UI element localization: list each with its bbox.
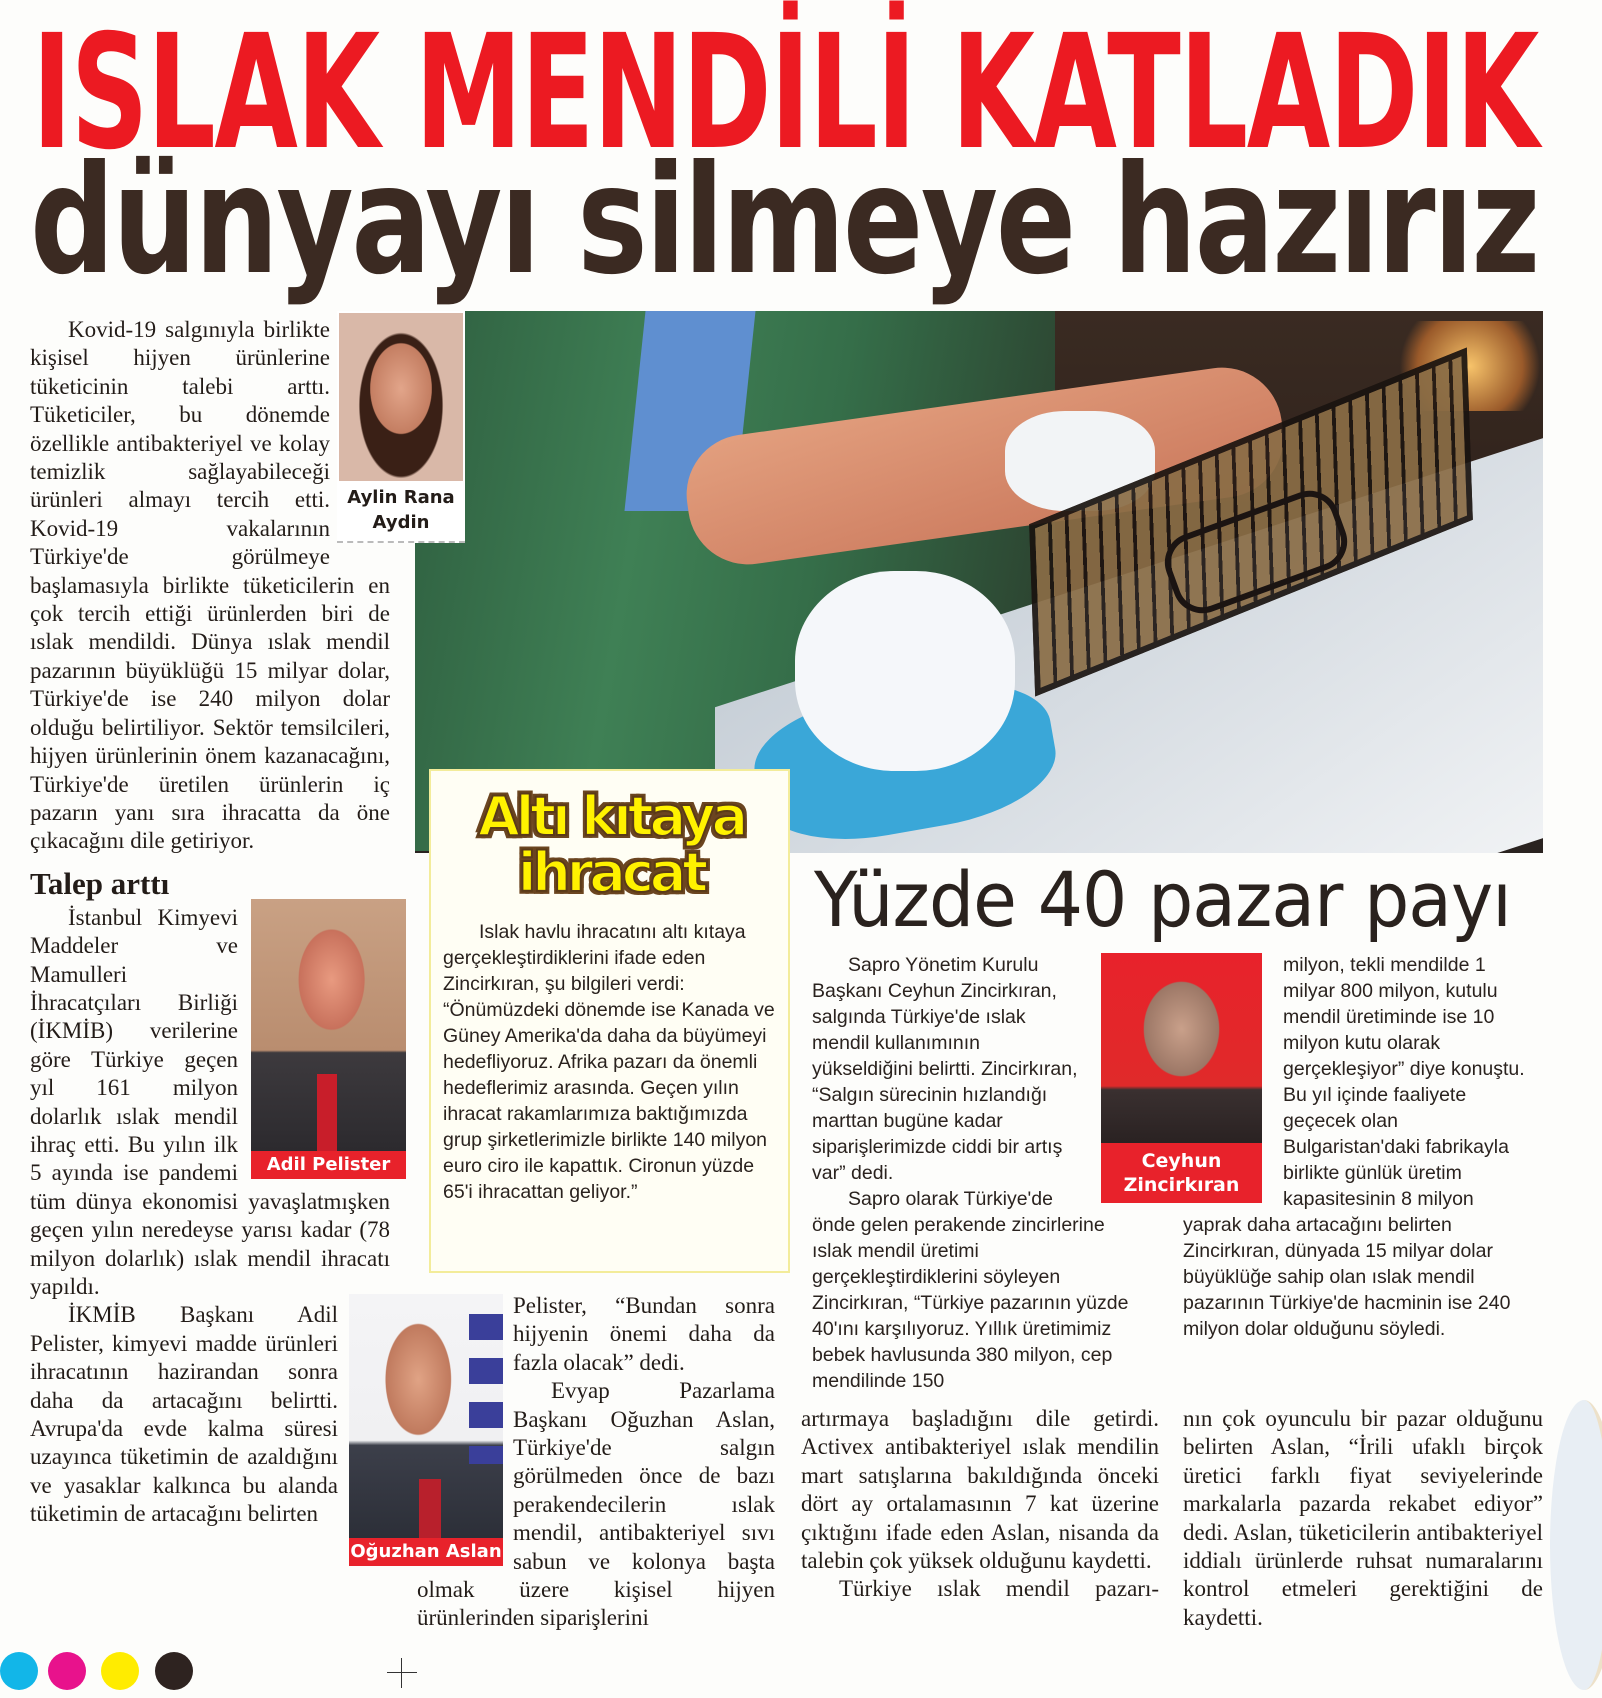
registration-dot-cyan	[0, 1652, 38, 1690]
sapro-paragraph-3: milyon, tekli mendilde 1 milyar 800 milyon, kutulu mendil üretiminde ise 10 milyon kutu olarak gerçekleşiyor” diye konuştu. Bu yıl içinde faaliyete geçecek olan Bulgaristan'daki fabrikayla birlikte günlük üretim kapasitesinin 8 milyon yaprak daha artacağını belirten Zincirkıran, dünyada 15 milyar dolar büyüklüğe sahip olan ıslak mendil pazarının Türkiye'de hacminin ise 240 milyon dolar olduğunu söyledi.	[1183, 954, 1525, 1340]
author-name-line2: Aydin	[372, 512, 430, 533]
column-4	[1183, 1405, 1543, 1632]
sapro-column-a	[812, 952, 1142, 1394]
sidebar-body	[443, 919, 777, 1205]
intro-paragraph: Kovid-19 salgınıyla birlikte kişisel hijyen ürünlerine tüketicinin talebi arttı. Tüketiciler, bu dönemde özellikle antibakteriyel ve kolay temizlik sağlayabileceği ürünleri almayı tercih etti. Kovid-19 vakalarının Türkiye'de görülmeye başlamasıyla birlikte tüketicilerin en çok tercih ettiği ürünlerden biri de ıslak mendildi. Dünya ıslak mendil pazarının büyüklüğü 15 milyar dolar, Türkiye'de ise 240 milyon dolar olduğu belirtiliyor. Sektör temsilcileri, hijyen ürünlerinin önem kazanacağını, Türkiye'de üretilen ürünlerin iç pazarın yanı sıra ihracatta da öne çıkacağını dile getiriyor.	[30, 317, 390, 854]
sidebar-title-line2: ihracat	[517, 841, 705, 904]
sidebar-box	[429, 769, 790, 1273]
caption-ceyhun-line2: Zincirkıran	[1123, 1174, 1240, 1196]
caption-adil-pelister: Adil Pelister	[251, 1151, 406, 1179]
paragraph-pelister: İKMİB Başkanı Adil Pelister, kimyevi madde ürünleri ihracatının hazirandan sonra daha da artacağını belirtti. Avrupa'da evde kalma süresi uzayınca tüketimin de azaldığını ve yasaklar kalkınca bu alanda tüketimin de artacağını belirten	[30, 1302, 338, 1527]
column-3	[801, 1405, 1159, 1604]
photo-wipe	[795, 571, 1015, 771]
paragraph-activex: artırmaya başladığını dile getirdi. Activex antibakteriyel ıslak mendilin mart satışlarına bakıldığında önceki dört ay ortalamasının 7 kat üzerine çıktığını ifade eden Aslan, nisanda da talebin çok yüksek olduğunu kaydetti.	[801, 1406, 1159, 1574]
sidebar-title-line1: Altı kıtaya	[477, 785, 745, 848]
sidebar-paragraph: Islak havlu ihracatını altı kıtaya gerçekleştirdiklerini ifade eden Zincirkıran, şu bilgileri verdi: “Önümüzdeki dönemde ise Kanada ve Güney Amerika'da daha da büyümeyi hedefliyoruz. Afrika pazarı da önemli hedeflerimiz arasında. Geçen yılın ihracat rakamlarımıza baktığımızda grup şirketlerimizle birlikte 140 milyon euro ciro ile kapattık. Cironun yüzde 65'i ihracattan geliyor.”	[443, 921, 775, 1203]
headline-main: ISLAK MENDİLİ KATLADIK	[32, 1, 1538, 185]
column-2	[417, 1292, 775, 1633]
registration-dot-yellow	[101, 1652, 139, 1690]
watermark-logo	[1550, 1400, 1602, 1690]
sapro-column-b	[1183, 952, 1528, 1342]
registration-dot-magenta	[48, 1652, 86, 1690]
subheading-talep-artti: Talep arttı	[30, 865, 170, 901]
crop-mark-cross	[387, 1658, 417, 1688]
sidebar-title	[441, 785, 781, 904]
registration-dot-black	[155, 1652, 193, 1690]
caption-ceyhun-line1: Ceyhun	[1141, 1150, 1222, 1172]
paragraph-market-cont: nın çok oyunculu bir pazar olduğunu belirten Aslan, “İrili ufaklı birçok üretici farklı fiyat seviyelerinde markalarla pazarda rekabet ediyor” dedi. Aslan, tüketicilerin antibakteriyel iddialı ürünlerde ruhsat numaralarını kontrol etmeleri gerektiğini de kaydetti.	[1183, 1406, 1543, 1630]
paragraph-evyap: Evyap Pazarlama Başkanı Oğuzhan Aslan, Türkiye'de salgın görülmeden önce de bazı perakendecilerin ıslak mendil, antibakteriyel sıvı sabun ve kolonya başta olmak üzere kişisel hijyen ürünlerinden siparişlerini	[417, 1378, 775, 1631]
caption-oguzhan-aslan: Oğuzhan Aslan	[349, 1538, 503, 1566]
paragraph-pelister-quote: Pelister, “Bundan sonra hijyenin önemi daha da fazla olacak” dedi.	[513, 1293, 775, 1375]
paragraph-market: Türkiye ıslak mendil pazarı-	[839, 1576, 1159, 1602]
column-1	[30, 316, 390, 1571]
author-name-line1: Aylin Rana	[347, 487, 455, 508]
paragraph-ikmib: İstanbul Kimyevi Maddeler ve Mamulleri İhracatçıları Birliği (İKMİB) verilerine göre Türkiye geçen yıl 161 milyon dolarlık ıslak mendil ihraç etti. Bu yılın ilk 5 ayında ise pandemi tüm dünya ekonomisi yavaşlatmışken geçen yılın neredeyse yarısı kadar (78 milyon dolarlık) ıslak mendil ihracatı yapıldı.	[30, 904, 390, 1299]
sapro-paragraph-2: Sapro olarak Türkiye'de önde gelen perakende zincirlerine ıslak mendil üretimi gerçekleştirdiklerini söyleyen Zincirkıran, “Türkiye pazarının yüzde 40'ını karşılıyoruz. Yıllık üretimimiz bebek havlusunda 380 milyon, cep mendilinde 150	[812, 1188, 1129, 1392]
sapro-paragraph-1: Sapro Yönetim Kurulu Başkanı Ceyhun Zincirkıran, salgında Türkiye'de ıslak mendil kullanımının yükseldiğini belirtti. Zincirkıran, “Salgın sürecinin hızlandığı marttan bugüne kadar siparişlerimizde ciddi bir artış var” dedi.	[812, 954, 1078, 1184]
headline-sub: dünyayı silmeye hazırız	[30, 134, 1538, 308]
sapro-title: Yüzde 40 pazar payı	[814, 855, 1511, 944]
